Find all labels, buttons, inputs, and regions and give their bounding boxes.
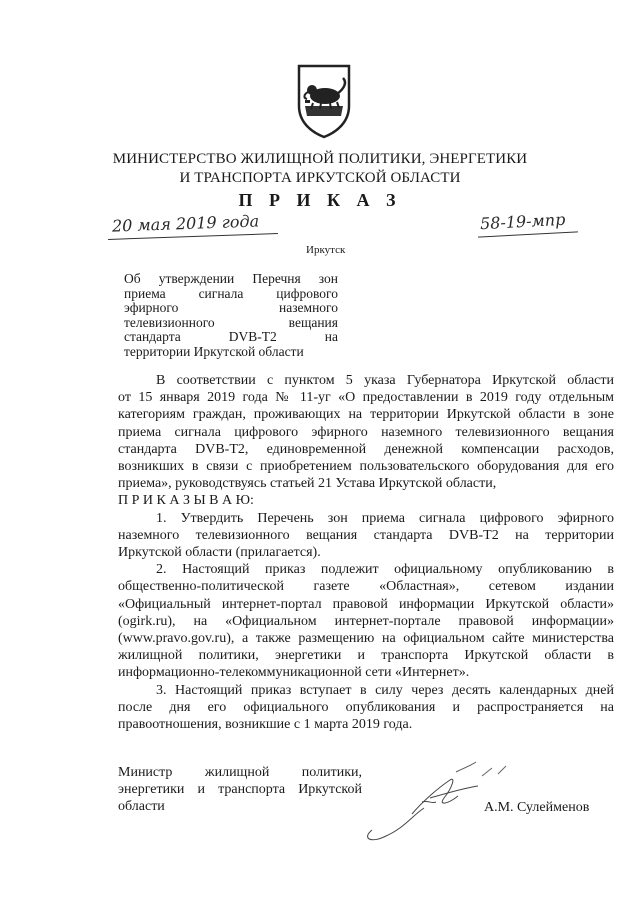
ministry-title-line1: МИНИСТЕРСТВО ЖИЛИЩНОЙ ПОЛИТИКИ, ЭНЕРГЕТИКИ	[112, 151, 528, 167]
item-2-paragraph	[118, 561, 614, 681]
position-line: энергетики и транспорта Иркутской	[118, 782, 362, 797]
body-line: 3. Настоящий приказ вступает в силу через десять календарных дней	[156, 682, 614, 698]
ministry-title-line2: И ТРАНСПОРТА ИРКУТСКОЙ ОБЛАСТИ	[179, 170, 461, 186]
body-line: возникших в связи с приобретением пользовательского оборудования для его	[118, 459, 614, 475]
subject-line: стандарта DVB-T2 на	[124, 329, 338, 345]
document-type-heading: П Р И К А З	[238, 190, 402, 210]
ministry-title	[100, 150, 540, 188]
body-line: категориям граждан, проживающих на территории Иркутской области в зоне	[118, 407, 614, 423]
body-line: информационно-телекоммуникационной сети «Интернет».	[118, 665, 470, 681]
position-line: Министр жилищной политики,	[118, 765, 362, 780]
signatory-position	[118, 764, 362, 815]
body-line: 1. Утвердить Перечень зон приема сигнала цифрового эфирного	[156, 510, 614, 526]
body-line: (ogirk.ru), на «Официальном интернет-портале правовой информации»	[118, 613, 614, 629]
position-line: области	[118, 799, 165, 814]
body-line: жилищной политики, энергетики и транспорта Иркутской области в	[118, 648, 614, 664]
body-line: приема сигнала цифрового эфирного наземного телевизионного вещания	[118, 424, 614, 440]
coat-of-arms-emblem	[295, 62, 353, 140]
city-label: Иркутск	[306, 244, 346, 256]
body-line: 2. Настоящий приказ подлежит официальному опубликованию в	[156, 562, 614, 578]
body-line: правоотношения, возникшие с 1 марта 2019 года.	[118, 717, 413, 733]
handwritten-number: 58-19-мпр	[479, 209, 566, 234]
order-subject	[124, 272, 338, 360]
item-1-paragraph	[118, 510, 614, 562]
body-line: наземного телевизионного вещания стандарта DVB-T2 на территории	[118, 527, 614, 543]
body-line: (www.pravo.gov.ru), а также размещению на официальном сайте министерства	[118, 631, 614, 647]
item-3-paragraph	[118, 682, 614, 734]
body-line: Иркутской области (прилагается).	[118, 545, 321, 561]
body-line: от 15 января 2019 года № 11-уг «О предоставлении в 2019 году отдельным	[118, 390, 614, 406]
preamble-paragraph	[118, 372, 614, 492]
body-line: общественно-политической газете «Областная», сетевом издании	[118, 579, 614, 595]
subject-line: телевизионного вещания	[124, 314, 338, 330]
subject-line: эфирного наземного	[124, 300, 338, 316]
subject-line: приема сигнала цифрового	[124, 285, 338, 301]
order-word: П Р И К А З Ы В А Ю:	[118, 493, 254, 509]
body-line: стандарта DVB-T2, единовременной денежной компенсации расходов,	[118, 441, 614, 457]
subject-line: Об утверждении Перечня зон	[124, 271, 338, 286]
handwritten-date: 20 мая 2019 года	[111, 211, 260, 236]
body-line: В соответствии с пунктом 5 указа Губернатора Иркутской области	[156, 373, 614, 388]
signatory-name: А.М. Сулейменов	[484, 800, 590, 815]
order-body	[118, 372, 614, 733]
body-line: приема», руководствуясь статьей 21 Устава Иркутской области,	[118, 476, 497, 492]
body-line: «Официальный интернет-портал правовой информации Иркутской области»	[118, 596, 614, 612]
subject-line: территории Иркутской области	[124, 343, 304, 359]
body-line: после дня его официального опубликования и распространяется на	[118, 699, 614, 715]
